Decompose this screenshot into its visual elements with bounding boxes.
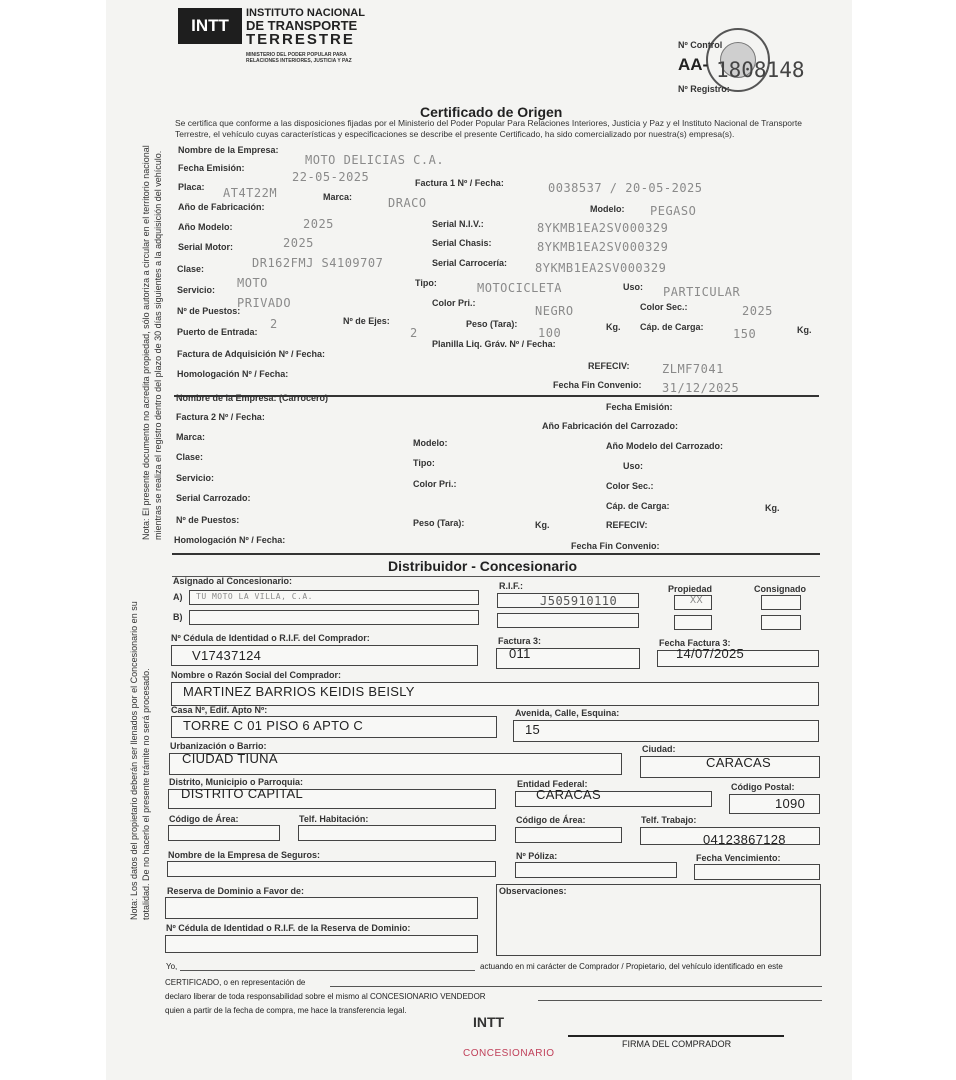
codigo-area-1-field[interactable] [168,825,280,841]
yo-line [180,970,475,971]
intt-logo: INTT [178,8,242,44]
rif-label: R.I.F.: [499,581,523,591]
anio-fab-carrozado-label: Año Fabricación del Carrozado: [542,421,679,431]
serial-chasis-label: Serial Chasis: [432,238,492,248]
clase-value: MOTO [237,276,268,290]
carrocero-peso-label: Peso (Tara): [413,518,465,528]
distrito-label: Distrito, Municipio o Parroquia: [169,777,304,787]
capacidad-carga-value: 150 [733,327,757,341]
yo-label: Yo, [166,962,178,971]
telf-habitacion-field[interactable] [298,825,496,841]
serial-carroceria-value: 8YKMB1EA2SV000329 [535,261,667,275]
side-note-propiedad: Nota: El presente documento no acredita propiedad, sólo autoriza a circular en el territorio nacional mientras se realiza el registro dentro del plazo de 30 días siguientes a la adquisición del vehículo. [141,145,163,540]
nombre-comprador-label: Nombre o Razón Social del Comprador: [171,670,342,680]
fin-convenio-value: 31/12/2025 [662,381,740,395]
puestos-label: Nº de Puestos: [177,306,241,316]
factura3-value: 011 [509,646,531,661]
document-title: Certificado de Origen [420,104,563,120]
concesionario-stamp: CONCESIONARIO [463,1048,555,1059]
marca-label: Marca: [323,192,353,202]
background-right [852,0,956,1080]
propiedad-label: Propiedad [668,584,713,594]
carrocero-carga-label: Cáp. de Carga: [606,501,670,511]
carrocero-marca-label: Marca: [176,432,206,442]
modelo-label: Modelo: [590,204,625,214]
color-sec-label: Color Sec.: [640,302,688,312]
urbanizacion-value: CIUDAD TIUNA [182,751,278,766]
casa-value: TORRE C 01 PISO 6 APTO C [183,718,364,733]
factura-adquisicion-label: Factura de Adquisición Nº / Fecha: [177,349,325,359]
color-pri-value: NEGRO [535,304,574,318]
serial-carrozado-label: Serial Carrozado: [176,493,251,503]
planilla-label: Planilla Liq. Gráv. Nº / Fecha: [432,339,556,349]
anio-fabricacion-label: Año de Fabricación: [178,202,265,212]
kg-label-2: Kg. [797,325,812,335]
firma-line [568,1035,784,1037]
homologacion-label: Homologación Nº / Fecha: [177,369,289,379]
background-left [0,0,106,1080]
color-sec-value: 2025 [742,304,773,318]
codigo-postal-label: Código Postal: [731,782,795,792]
reserva-cedula-field[interactable] [165,935,478,953]
firma-comprador-label: FIRMA DEL COMPRADOR [622,1039,732,1049]
representacion-line [330,986,822,987]
kg-label-1: Kg. [606,322,621,332]
org-subtitle: MINISTERIO DEL PODER POPULAR PARA RELACIONES INTERIORES, JUSTICIA Y PAZ [246,52,352,64]
declaration-line-2: CERTIFICADO, o en representación de [165,978,306,987]
intt-footer-label: INTT [473,1014,505,1030]
cedula-comprador-value: V17437124 [192,648,262,663]
empresa-label: Nombre de la Empresa: [178,145,279,155]
marca-value: DRACO [388,196,427,210]
carrocero-fecha-emision-label: Fecha Emisión: [606,402,673,412]
carrocero-color-pri-label: Color Pri.: [413,479,457,489]
telf-trabajo-value: 04123867128 [703,832,786,847]
peso-value: 100 [538,326,562,340]
serial-niv-label: Serial N.I.V.: [432,219,484,229]
refeciv-value: ZLMF7041 [662,362,724,376]
concesionario-b-label: B) [173,612,183,622]
fecha-emision-label: Fecha Emisión: [178,163,245,173]
placa-value: AT4T22M [223,186,278,200]
distribuidor-title: Distribuidor - Concesionario [388,558,578,574]
clase-label: Clase: [177,264,205,274]
avenida-value: 15 [525,722,541,737]
reserva-dominio-field[interactable] [165,897,478,919]
seguros-field[interactable] [167,861,496,877]
telf-habitacion-label: Telf. Habitación: [299,814,369,824]
codigo-postal-value: 1090 [775,796,806,811]
control-prefix: AA- [678,55,709,74]
observaciones-label: Observaciones: [499,886,567,896]
org-name-line2: DE TRANSPORTE [246,18,358,33]
carrocero-fin-convenio-label: Fecha Fin Convenio: [571,541,660,551]
factura2-label: Factura 2 Nº / Fecha: [176,412,265,422]
ejes-label: Nº de Ejes: [343,316,390,326]
carrocero-modelo-label: Modelo: [413,438,448,448]
declaration-line-3: declaro liberar de toda responsabilidad sobre el mismo al CONCESIONARIO VENDEDOR [165,992,486,1001]
avenida-label: Avenida, Calle, Esquina: [515,708,620,718]
serial-niv-value: 8YKMB1EA2SV000329 [537,221,669,235]
consignado-checkbox-b[interactable] [761,615,801,630]
urbanizacion-label: Urbanización o Barrio: [170,741,267,751]
carrocero-kg-label-2: Kg. [535,520,550,530]
poliza-field[interactable] [515,862,677,878]
ciudad-label: Ciudad: [642,744,676,754]
declaration-line-4: quien a partir de la fecha de compra, me hace la transferencia legal. [165,1006,407,1015]
org-name-line1: INSTITUTO NACIONAL [246,7,365,19]
tipo-label: Tipo: [415,278,437,288]
concesionario-b-field[interactable] [189,610,479,625]
fecha-factura3-value: 14/07/2025 [676,646,745,661]
registro-label: Nº Registro: [678,84,730,94]
serial-carroceria-label: Serial Carrocería: [432,258,508,268]
factura3-label: Factura 3: [498,636,542,646]
seguros-label: Nombre de la Empresa de Seguros: [168,850,321,860]
anio-modelo-label: Año Modelo: [178,222,233,232]
factura1-value: 0038537 / 20-05-2025 [548,181,703,195]
carrocero-homologacion-label: Homologación Nº / Fecha: [174,535,286,545]
anio-fabricacion-value: 2025 [283,236,314,250]
propiedad-checkbox-b[interactable] [674,615,712,630]
avenida-field[interactable] [513,720,819,742]
carrocero-uso-label: Uso: [623,461,643,471]
poliza-label: Nº Póliza: [516,851,558,861]
distrito-value: DISTRITO CAPITAL [181,786,304,801]
ciudad-value: CARACAS [706,755,771,770]
serial-motor-label: Serial Motor: [178,242,234,252]
puerto-entrada-label: Puerto de Entrada: [177,327,258,337]
carrocero-refeciv-label: REFECIV: [606,520,648,530]
telf-trabajo-label: Telf. Trabajo: [641,815,697,825]
rif-field-b[interactable] [497,613,639,628]
carrocero-empresa-label: Nombre de la Empresa: (Carrocero) [176,393,329,403]
declaration-line-3-rule [538,1000,822,1001]
declaration-line-1: actuando en mi carácter de Comprador / Propietario, del vehículo identificado en este [480,962,783,971]
concesionario-a-value: TU MOTO LA VILLA, C.A. [196,592,313,601]
section-divider-2 [172,553,820,555]
carrocero-tipo-label: Tipo: [413,458,435,468]
refeciv-label: REFECIV: [588,361,630,371]
uso-label: Uso: [623,282,643,292]
tipo-value: MOTOCICLETA [477,281,562,295]
carrocero-puestos-label: Nº de Puestos: [176,515,240,525]
servicio-label: Servicio: [177,285,216,295]
consignado-label: Consignado [754,584,806,594]
entidad-federal-value: CARACAS [536,787,601,802]
nombre-comprador-value: MARTINEZ BARRIOS KEIDIS BEISLY [183,684,415,699]
factura1-label: Factura 1 Nº / Fecha: [415,178,504,188]
control-label: Nº Control [678,40,723,50]
rif-value: J505910110 [540,594,618,608]
color-pri-label: Color Pri.: [432,298,476,308]
control-number: 1808148 [716,58,805,82]
cedula-comprador-label: Nº Cédula de Identidad o R.I.F. del Comprador: [171,633,370,643]
anio-modelo-value: 2025 [303,217,334,231]
capacidad-carga-label: Cáp. de Carga: [640,322,704,332]
serial-motor-value: DR162FMJ S4109707 [252,256,384,270]
codigo-area-2-field[interactable] [515,827,622,843]
concesionario-a-label: A) [173,592,183,602]
vencimiento-label: Fecha Vencimiento: [696,853,781,863]
side-note-concesionario: Nota: Los datos del propietario deberán ser llenados por el Concesionario en su totalidad. De no hacerlo el presente trámite no será procesado. [129,601,151,920]
ejes-value: 2 [410,326,418,340]
serial-chasis-value: 8YKMB1EA2SV000329 [537,240,669,254]
fecha-factura3-label: Fecha Factura 3: [659,638,731,648]
modelo-value: PEGASO [650,204,697,218]
empresa-value: MOTO DELICIAS C.A. [305,153,445,167]
puestos-value: 2 [270,317,278,331]
fecha-emision-value: 22-05-2025 [292,170,370,184]
servicio-value: PRIVADO [237,296,292,310]
entidad-federal-label: Entidad Federal: [517,779,588,789]
reserva-dominio-label: Reserva de Dominio a Favor de: [167,886,305,896]
placa-label: Placa: [178,182,205,192]
consignado-checkbox-a[interactable] [761,595,801,610]
intro-paragraph: Se certifica que conforme a las disposiciones fijadas por el Ministerio del Poder Popular Para Relaciones Interiores, Justicia y Paz y el Instituto Nacional de Transporte Terrestre, el vehículo cuyas características y especificaciones se describe el presente Certificado, ha sido comercializado por nuestra(s) empresa(s). [175,118,802,139]
anio-modelo-carrozado-label: Año Modelo del Carrozado: [606,441,723,451]
observaciones-field[interactable] [496,884,821,956]
asignado-label: Asignado al Concesionario: [173,576,293,586]
propiedad-value: XX [690,595,704,606]
carrocero-clase-label: Clase: [176,452,204,462]
codigo-area-2-label: Código de Área: [516,815,586,825]
org-name-line3: TERRESTRE [246,31,355,48]
peso-label: Peso (Tara): [466,319,518,329]
fin-convenio-label: Fecha Fin Convenio: [553,380,642,390]
casa-label: Casa Nº, Edif. Apto Nº: [171,705,268,715]
vencimiento-field[interactable] [694,864,820,880]
reserva-cedula-label: Nº Cédula de Identidad o R.I.F. de la Reserva de Dominio: [166,923,411,933]
carrocero-color-sec-label: Color Sec.: [606,481,654,491]
uso-value: PARTICULAR [663,285,741,299]
carrocero-kg-label-1: Kg. [765,503,780,513]
codigo-area-1-label: Código de Área: [169,814,239,824]
carrocero-servicio-label: Servicio: [176,473,215,483]
